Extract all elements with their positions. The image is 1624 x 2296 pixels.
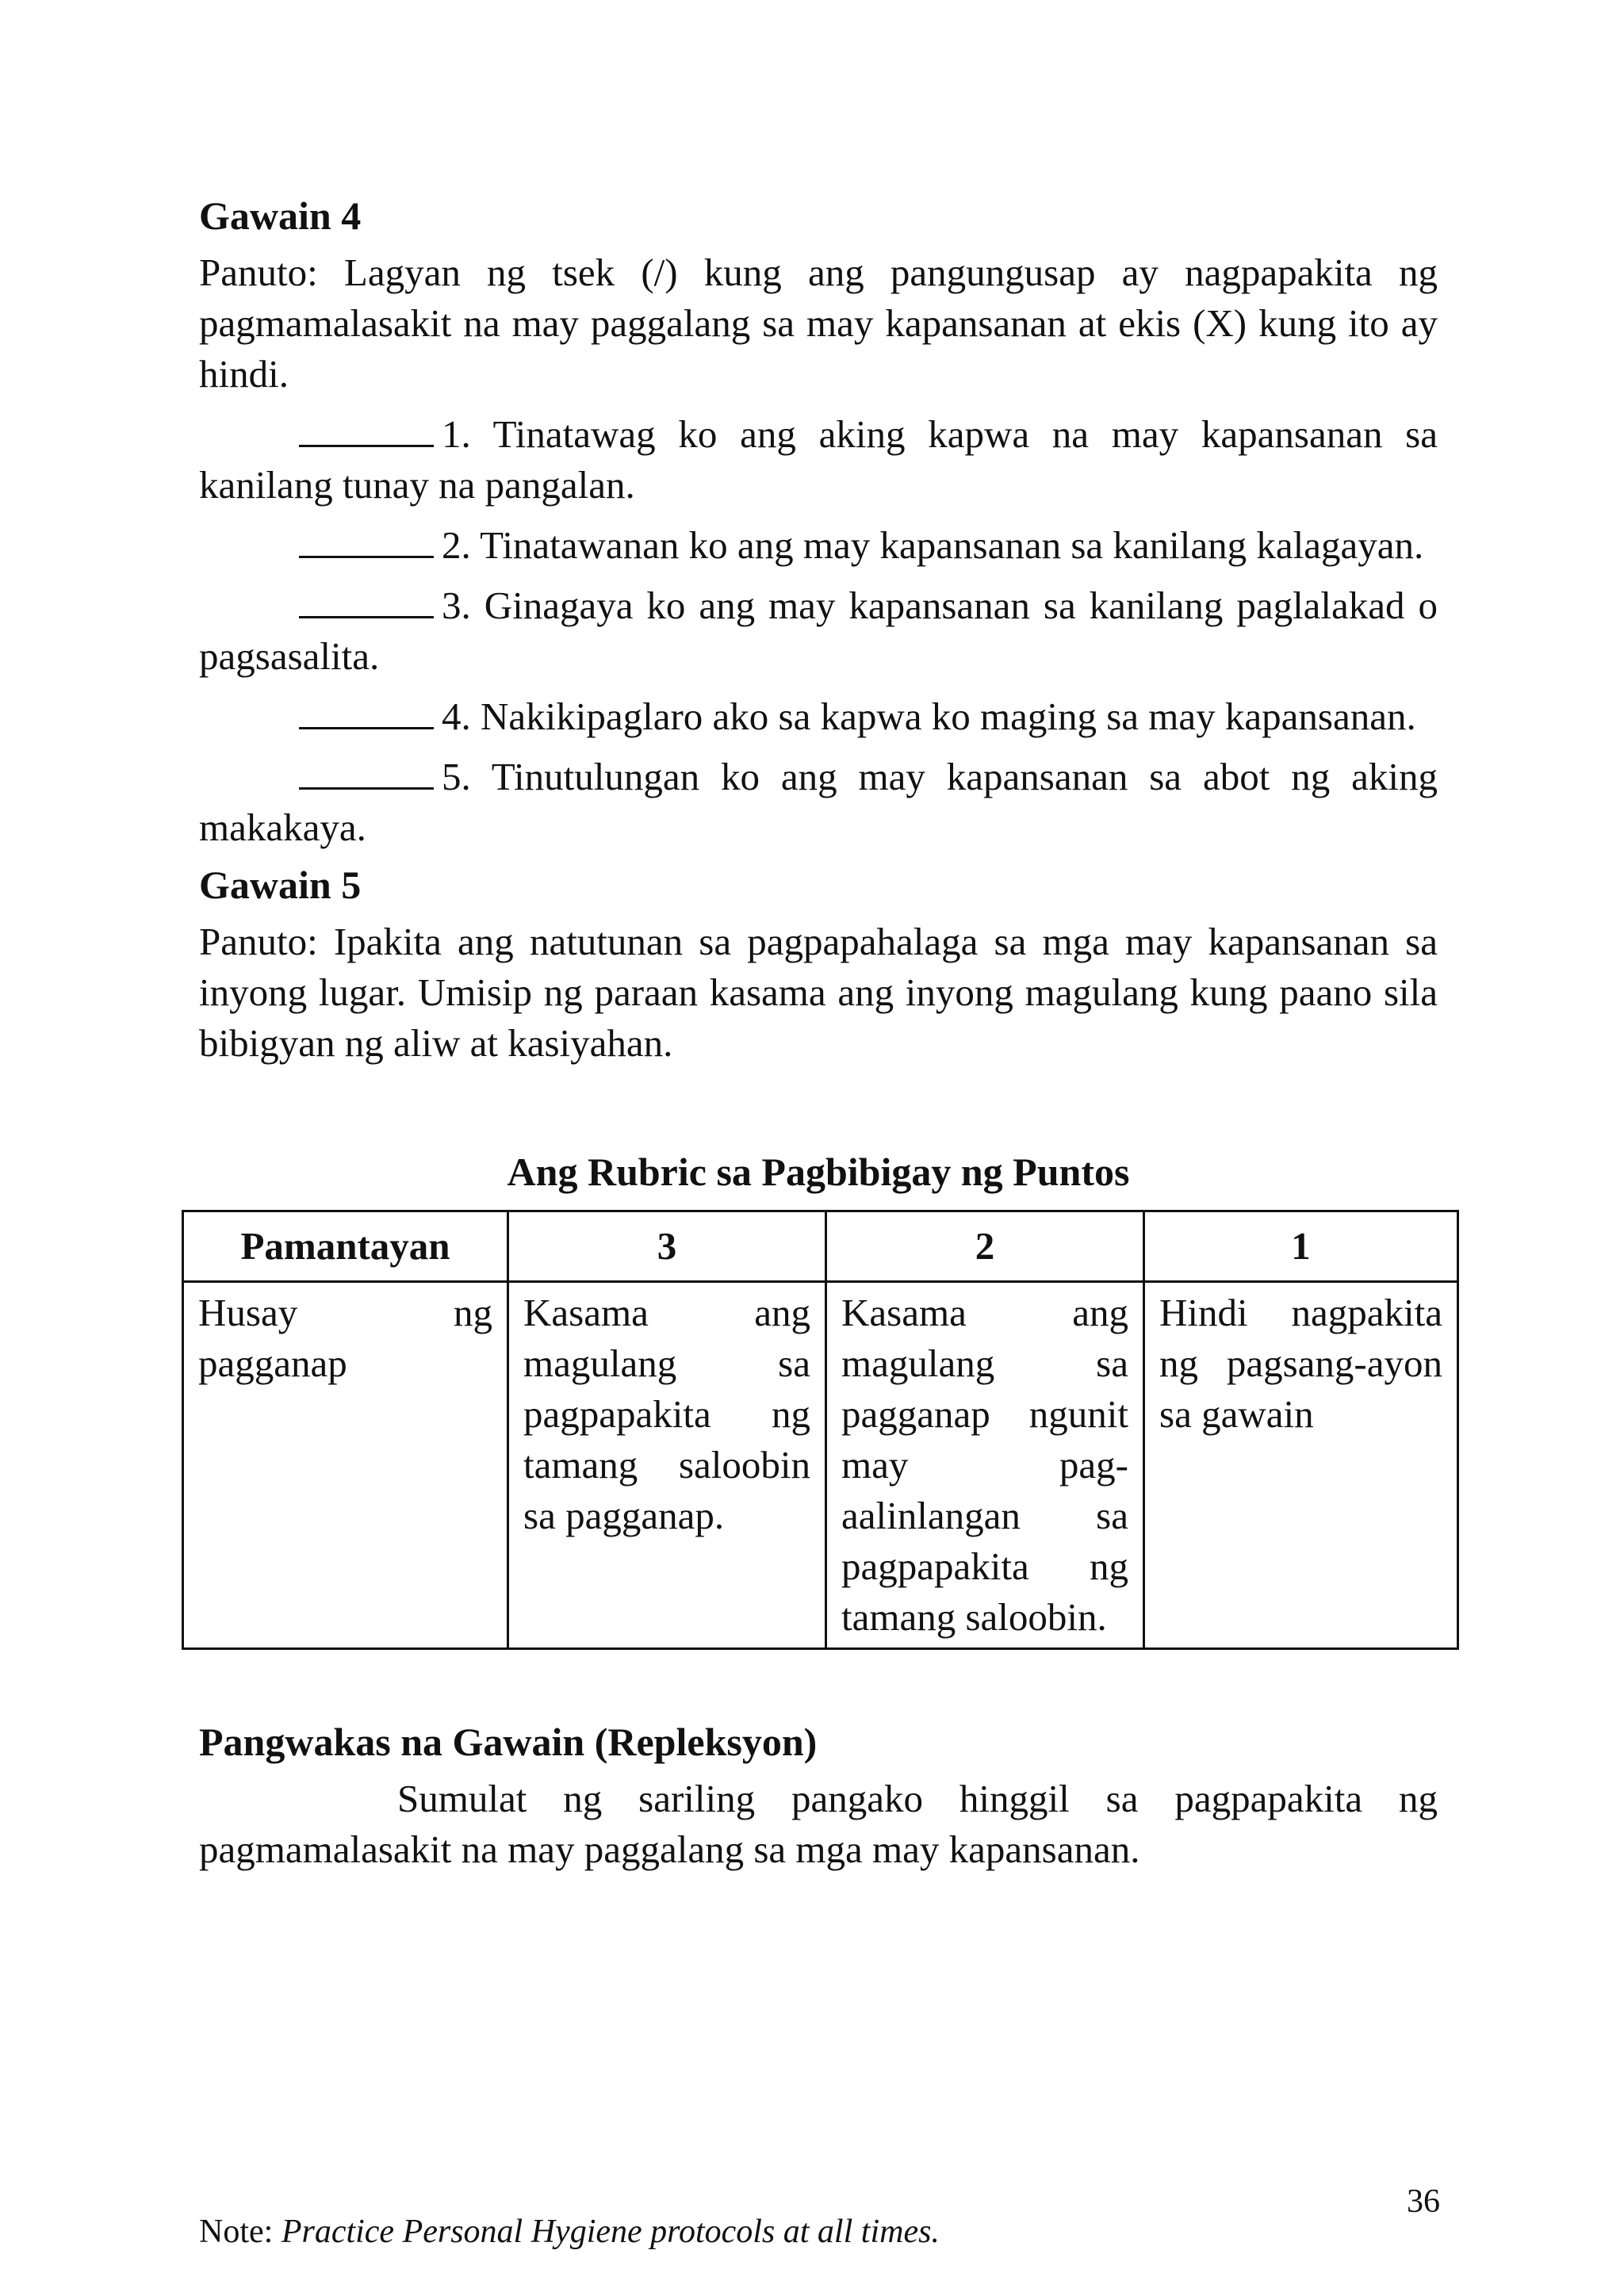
rubric-title: Ang Rubric sa Pagbibigay ng Puntos: [507, 1150, 1130, 1194]
rubric-header-score-2: 2: [826, 1211, 1144, 1282]
answer-blank[interactable]: [299, 692, 434, 729]
rubric-criteria-cell: Husay ng pagganap: [183, 1282, 508, 1649]
gawain4-item-1: [199, 409, 1438, 511]
answer-blank[interactable]: [299, 521, 434, 558]
footer-note: [199, 2212, 940, 2252]
rubric-table: [182, 1210, 1459, 1650]
page-content: [198, 190, 1442, 1875]
reflection-heading: Pangwakas na Gawain (Repleksyon): [199, 1720, 818, 1764]
rubric-score-2-cell: Kasama ang magulang sa pagganap ngunit may pag-aalinlangan sa pagpapakita ng tamang saloobin.: [826, 1282, 1144, 1649]
item-text: 2. Tinatawanan ko ang may kapansanan sa kanilang kalagayan.: [442, 523, 1424, 567]
page-number: 36: [1407, 2183, 1440, 2220]
item-text: 5. Tinutulungan ko ang may kapansanan sa abot ng aking makakaya.: [199, 755, 1438, 849]
table-row: [183, 1282, 1458, 1649]
footer-note-text: Practice Personal Hygiene protocols at all times.: [281, 2214, 940, 2250]
answer-blank[interactable]: [299, 581, 434, 618]
rubric-score-3-cell: Kasama ang magulang sa pagpapakita ng tamang saloobin sa pagganap.: [508, 1282, 826, 1649]
gawain5-instruction: Panuto: Ipakita ang natutunan sa pagpapahalaga sa mga may kapansanan sa inyong lugar. Umisip ng paraan kasama ang inyong magulang kung paano sila bibigyan ng aliw at kasiyahan.: [199, 920, 1438, 1065]
item-text: 1. Tinatawag ko ang aking kapwa na may kapansanan sa kanilang tunay na pangalan.: [199, 412, 1438, 507]
gawain4-item-3: [199, 580, 1438, 682]
footer-note-label: Note:: [199, 2214, 274, 2250]
rubric-score-1-cell: Hindi nagpakita ng pagsang-ayon sa gawain: [1144, 1282, 1458, 1649]
rubric-header-criteria: Pamantayan: [183, 1211, 508, 1282]
rubric-header-row: [183, 1211, 1458, 1282]
item-text: 4. Nakikipaglaro ako sa kapwa ko maging sa may kapansanan.: [442, 695, 1416, 738]
answer-blank[interactable]: [299, 752, 434, 790]
gawain4-item-2: [199, 520, 1438, 571]
gawain5-heading: Gawain 5: [199, 863, 362, 907]
answer-blank[interactable]: [299, 410, 434, 447]
rubric-header-score-1: 1: [1144, 1211, 1458, 1282]
gawain4-item-4: [199, 691, 1438, 742]
gawain4-instruction: Panuto: Lagyan ng tsek (/) kung ang pangungusap ay nagpapakita ng pagmamalasakit na may paggalang sa may kapansanan at ekis (X) kung ito ay hindi.: [199, 251, 1438, 396]
item-text: 3. Ginagaya ko ang may kapansanan sa kanilang paglalakad o pagsasalita.: [199, 584, 1438, 678]
rubric-header-score-3: 3: [508, 1211, 826, 1282]
gawain4-heading: Gawain 4: [199, 193, 362, 238]
gawain4-item-5: [199, 752, 1438, 853]
reflection-text: Sumulat ng sariling pangako hinggil sa pagpapakita ng pagmamalasakit na may paggalang sa mga may kapansanan.: [199, 1777, 1438, 1871]
